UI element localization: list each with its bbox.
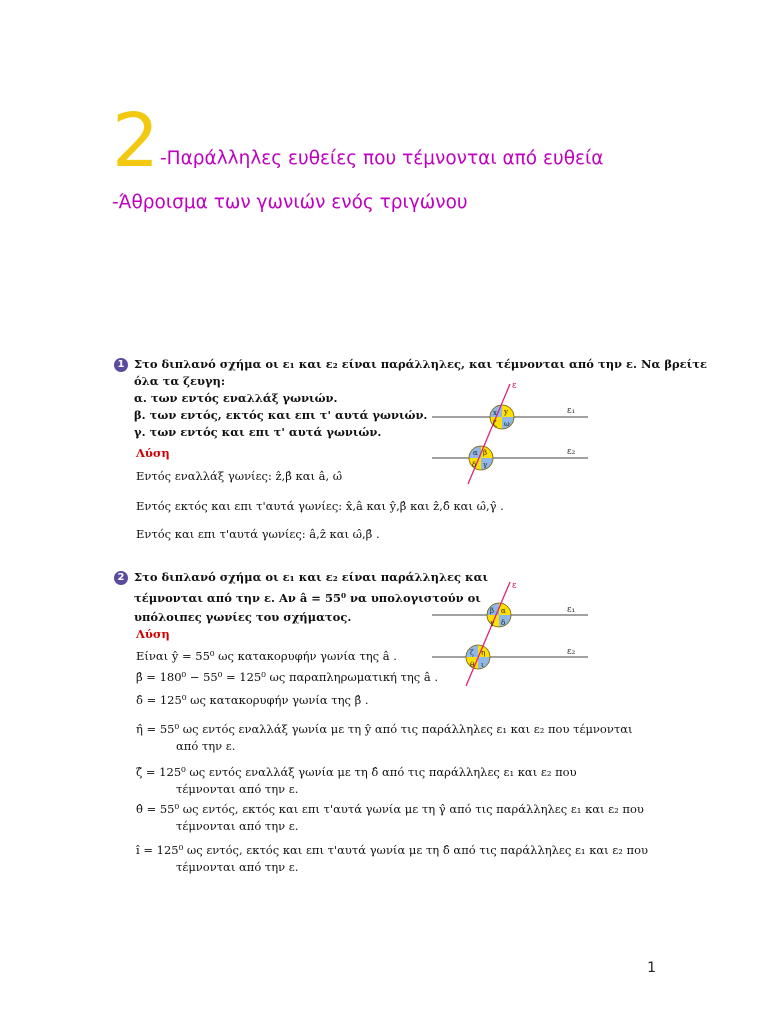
angle-label: ω: [504, 420, 510, 428]
angle-label: θ: [470, 661, 475, 669]
angle-label: δ: [501, 619, 506, 627]
solution-label: Λύση: [136, 446, 170, 460]
angle-label: γ: [483, 461, 488, 469]
exercise-1-answer: Εντός εκτός και επι τ'αυτά γωνίες: x̂,â και ŷ,β̂ και ẑ,δ̂ και ω̂,γ̂ .: [136, 499, 504, 513]
exercise-2-step: από την ε.: [176, 739, 236, 753]
transversal-line: [468, 384, 510, 484]
angle-label: β: [483, 449, 488, 457]
exercise-2-step: η̂ = 55⁰ ως εντός εναλλάξ γωνία με τη ŷ από τις παράλληλες ε₁ και ε₂ που τέμνονται: [136, 722, 633, 736]
label-e: ε: [512, 381, 517, 391]
exercise-2-badge: 2: [114, 571, 128, 585]
exercise-1-answer: Εντός εναλλάξ γωνίες: ẑ,β̂ και â, ω̂: [136, 469, 343, 483]
angle-label: x: [493, 409, 497, 417]
angle-label: ζ: [493, 420, 497, 428]
angle-label: α: [501, 607, 506, 615]
angle-label: ι: [481, 661, 484, 669]
page-number: 1: [647, 960, 656, 976]
exercise-1-badge: 1: [114, 358, 128, 372]
page-subtitle: -Άθροισμα των γωνιών ενός τριγώνου: [112, 192, 468, 213]
exercise-2-line: τέμνονται από την ε. Αν â = 55⁰ να υπολογιστούν οι: [134, 591, 481, 605]
transversal-line: [466, 582, 510, 686]
exercise-1-line: γ. των εντός και επι τ' αυτά γωνιών.: [134, 425, 382, 439]
solution-label: Λύση: [136, 627, 170, 641]
exercise-2-step: τέμνονται από την ε.: [176, 782, 299, 796]
exercise-2-step: τέμνονται από την ε.: [176, 819, 299, 833]
exercise-2-step: β̂ = 180⁰ − 55⁰ = 125⁰ ως παραπληρωματική της â .: [136, 670, 439, 684]
angle-label: ζ: [470, 649, 474, 657]
exercise-1-line: β. των εντός, εκτός και επι τ' αυτά γωνιών.: [134, 408, 428, 422]
exercise-2-line: υπόλοιπες γωνίες του σχήματος.: [134, 610, 352, 624]
exercise-1-line: Στο διπλανό σχήμα οι ε₁ και ε₂ είναι παράλληλες, και τέμνονται από την ε. Να βρείτε: [134, 357, 707, 371]
label-e1: ε₁: [567, 605, 576, 615]
parallel-lines-figure-2: [430, 578, 590, 690]
label-e2: ε₂: [567, 447, 576, 457]
label-e: ε: [512, 581, 517, 591]
angle-label: η: [481, 649, 486, 657]
exercise-2-step: Είναι ŷ = 55⁰ ως κατακορυφήν γωνία της â .: [136, 649, 397, 663]
exercise-2-step: δ̂ = 125⁰ ως κατακορυφήν γωνία της β̂ .: [136, 693, 369, 707]
chapter-number: 2: [112, 98, 160, 184]
angle-label: β: [490, 607, 495, 615]
exercise-2-step: î = 125⁰ ως εντός, εκτός και επι τ'αυτά γωνία με τη δ̂ από τις παράλληλες ε₁ και ε₂ που: [136, 843, 649, 857]
angle-label: α: [473, 449, 478, 457]
exercise-2-step: ζ̂ = 125⁰ ως εντός εναλλάξ γωνία με τη δ̂ από τις παράλληλες ε₁ και ε₂ που: [136, 765, 577, 779]
label-e2: ε₂: [567, 647, 576, 657]
exercise-2-step: τέμνονται από την ε.: [176, 860, 299, 874]
exercise-1-line: όλα τα ζευγη:: [134, 374, 226, 388]
angle-label: δ: [472, 461, 477, 469]
exercise-2-step: θ̂ = 55⁰ ως εντός, εκτός και επι τ'αυτά γωνία με τη γ̂ από τις παράλληλες ε₁ και ε₂ που: [136, 802, 644, 816]
parallel-lines-figure-1: [430, 376, 590, 488]
exercise-1-answer: Εντός και επι τ'αυτά γωνίες: â,ẑ και ω̂,β̂ .: [136, 527, 380, 541]
page-title: -Παράλληλες ευθείες που τέμνονται από ευθεία: [160, 148, 604, 169]
exercise-2-line: Στο διπλανό σχήμα οι ε₁ και ε₂ είναι παράλληλες και: [134, 570, 489, 584]
angle-label: γ: [490, 619, 495, 627]
label-e1: ε₁: [567, 406, 576, 416]
exercise-1-line: α. των εντός εναλλάξ γωνιών.: [134, 391, 338, 405]
angle-label: y: [504, 408, 508, 416]
